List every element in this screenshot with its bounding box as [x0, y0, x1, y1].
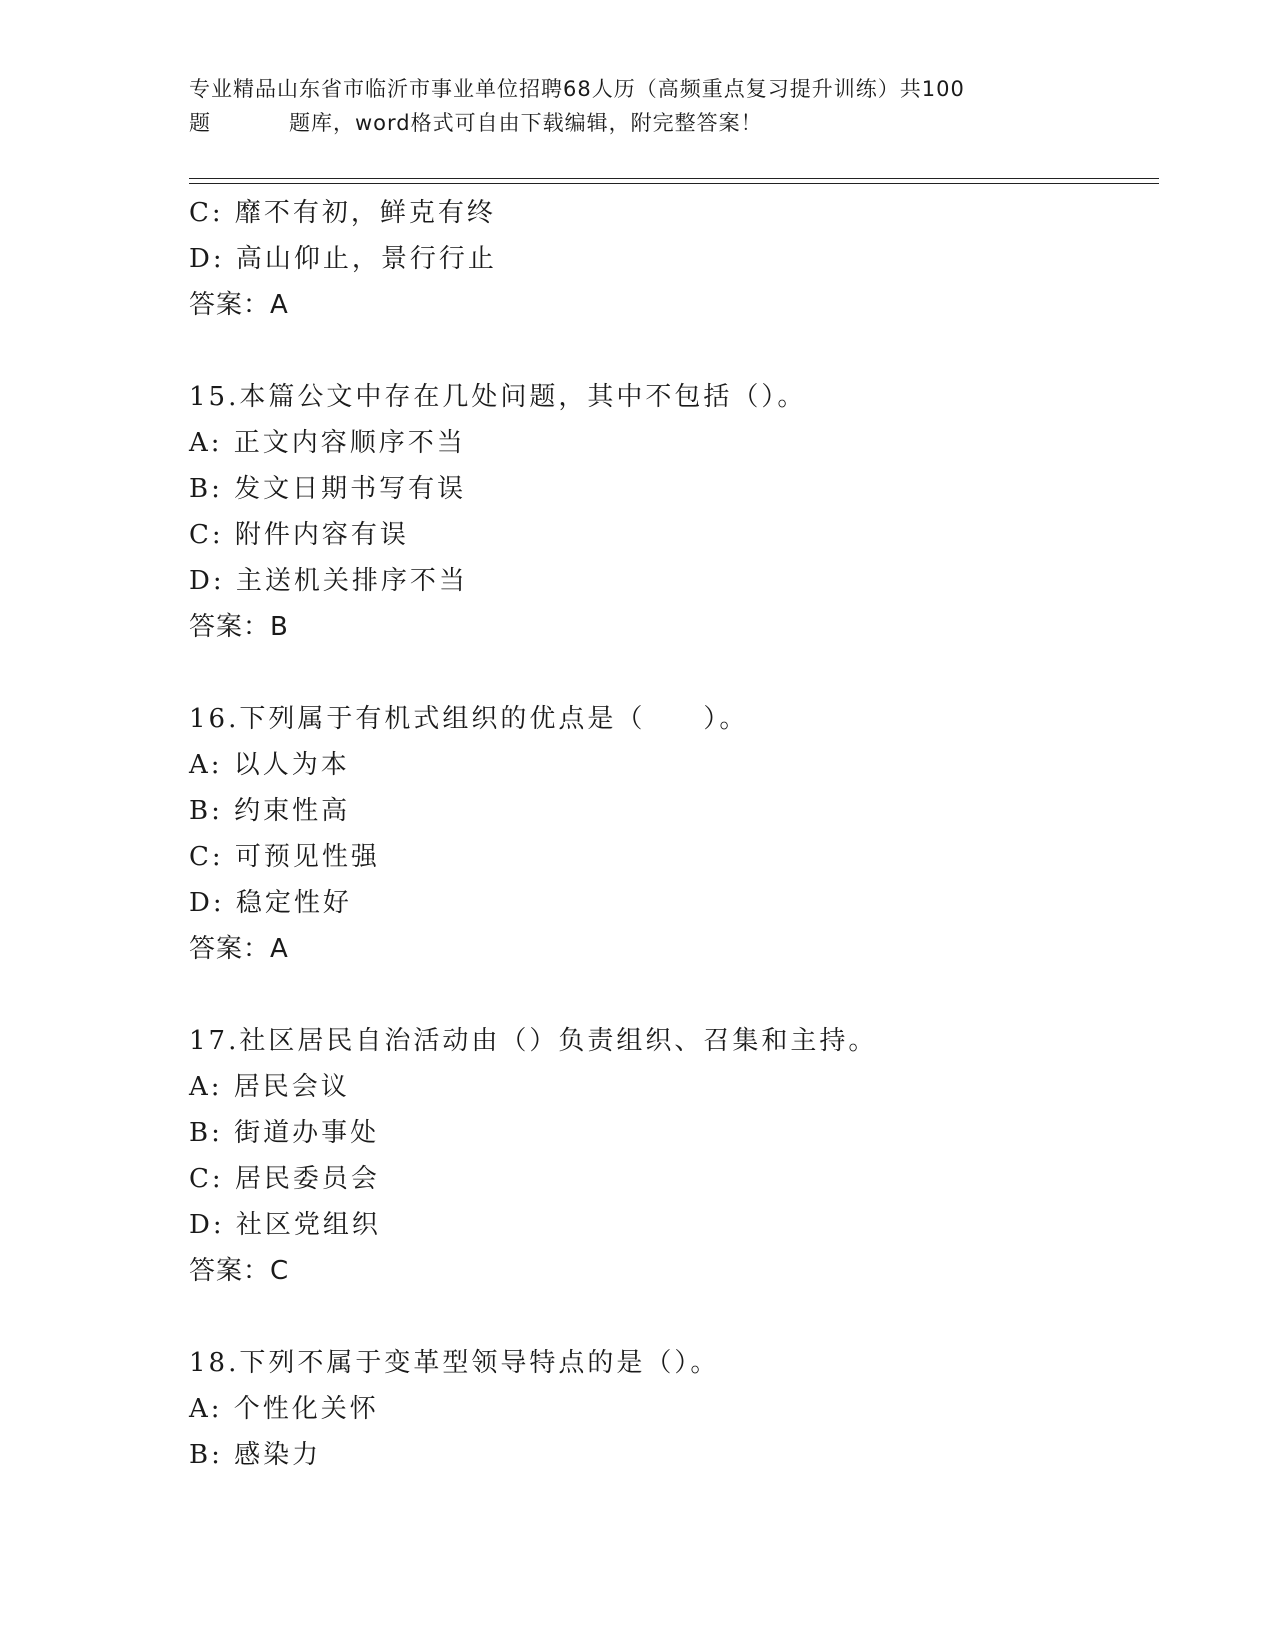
question-17 — [189, 1018, 1149, 1294]
option-c: C: 可预见性强 — [189, 842, 380, 872]
document-body — [189, 190, 1149, 1478]
question-14-tail — [189, 190, 1149, 328]
option-c: C: 附件内容有误 — [189, 520, 409, 550]
question-stem: 17.社区居民自治活动由（）负责组织、召集和主持。 — [189, 1026, 878, 1056]
header-title-line-2-left: 题 — [189, 111, 211, 135]
option-b: B: 发文日期书写有误 — [189, 474, 467, 504]
header-title-line-2-right: 题库，word格式可自由下载编辑，附完整答案！ — [289, 111, 763, 135]
option-a: A: 居民会议 — [189, 1072, 350, 1102]
option-a: A: 以人为本 — [189, 750, 350, 780]
option-a: A: 正文内容顺序不当 — [189, 428, 466, 458]
header-title-line-1: 专业精品山东省市临沂市事业单位招聘68人历（高频重点复习提升训练）共100 — [189, 77, 965, 101]
option-c: C: 居民委员会 — [189, 1164, 380, 1194]
answer-line: 答案：B — [189, 612, 289, 642]
question-stem: 18.下列不属于变革型领导特点的是（）。 — [189, 1348, 720, 1378]
question-16 — [189, 696, 1149, 972]
question-stem: 16.下列属于有机式组织的优点是（ ）。 — [189, 704, 749, 734]
header-divider-bottom — [189, 183, 1159, 184]
option-d: D: 主送机关排序不当 — [189, 566, 468, 596]
answer-line: 答案：C — [189, 1256, 290, 1286]
question-18 — [189, 1340, 1149, 1478]
option-b: B: 感染力 — [189, 1440, 322, 1470]
option-c: C: 靡不有初，鲜克有终 — [189, 198, 496, 228]
option-a: A: 个性化关怀 — [189, 1394, 379, 1424]
header-title-line-2 — [189, 106, 1089, 140]
question-stem: 15.本篇公文中存在几处问题，其中不包括（）。 — [189, 382, 807, 412]
option-d: D: 稳定性好 — [189, 888, 352, 918]
document-header — [189, 72, 1089, 140]
option-b: B: 街道办事处 — [189, 1118, 380, 1148]
question-15 — [189, 374, 1149, 650]
option-b: B: 约束性高 — [189, 796, 351, 826]
header-divider-top — [189, 178, 1159, 179]
answer-line: 答案：A — [189, 290, 289, 320]
answer-line: 答案：A — [189, 934, 289, 964]
option-d: D: 社区党组织 — [189, 1210, 381, 1240]
option-d: D: 高山仰止，景行行止 — [189, 244, 497, 274]
